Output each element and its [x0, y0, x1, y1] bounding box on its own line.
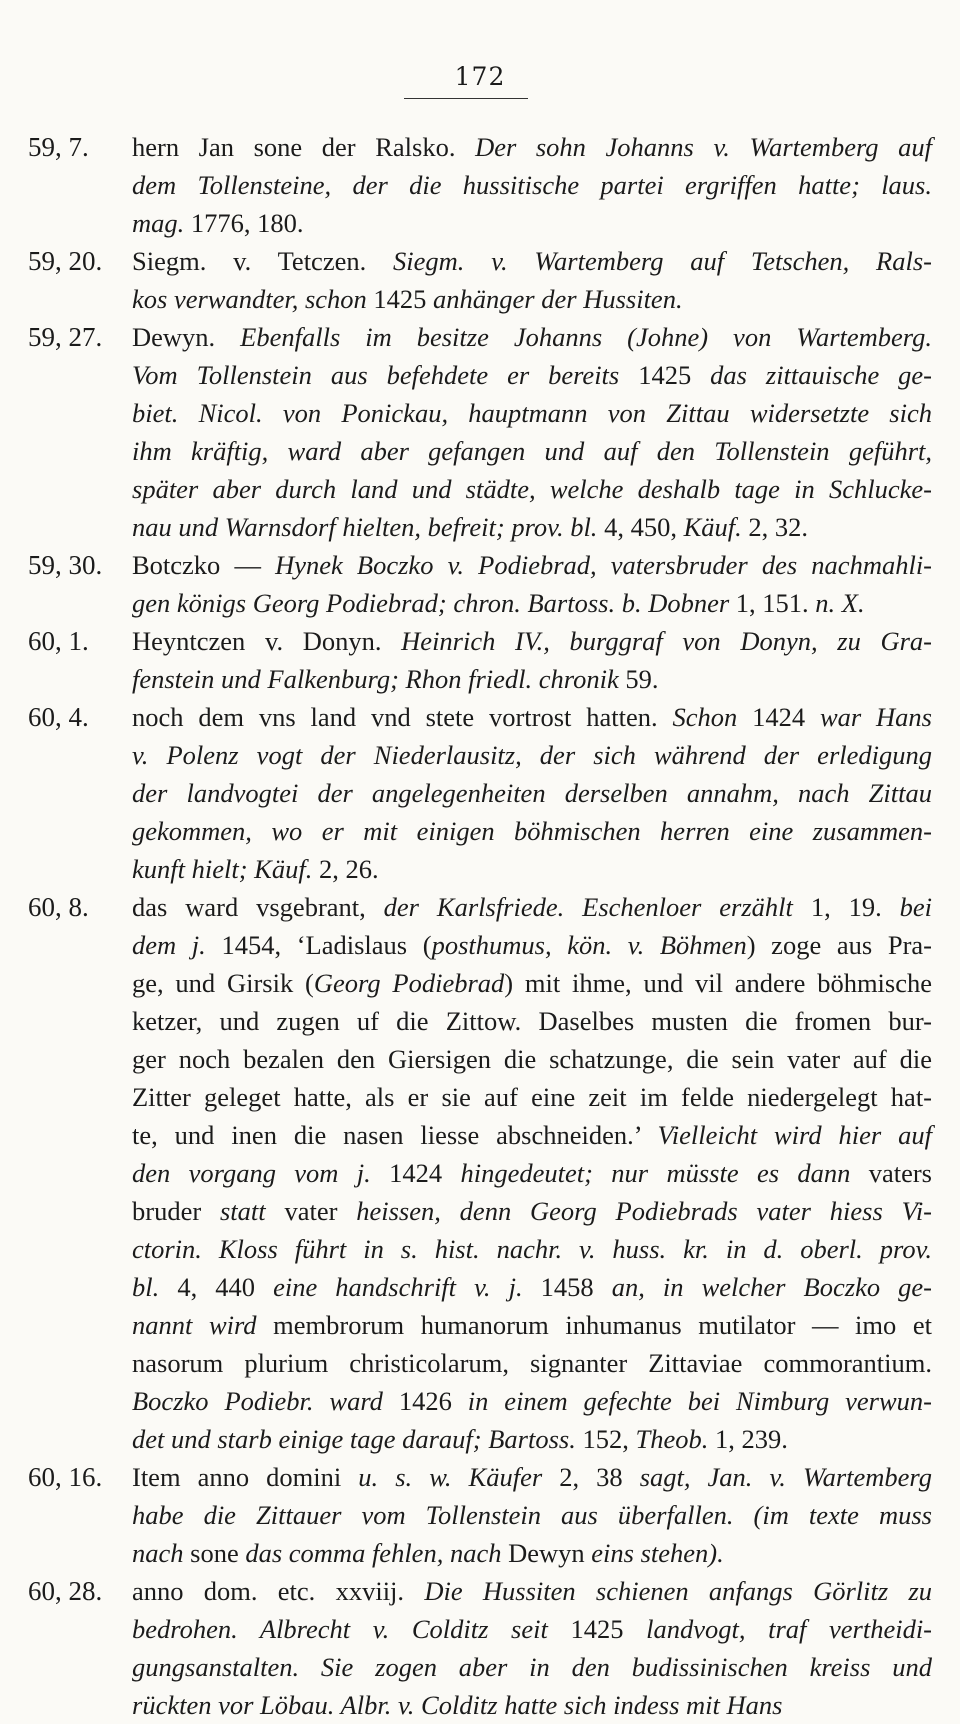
roman-run: 1776, 180. [184, 208, 304, 238]
roman-run: 1458 [522, 1272, 612, 1302]
italic-run: eins stehen). [591, 1538, 724, 1568]
roman-run: Item anno domini [132, 1462, 359, 1492]
roman-run: 1424 [737, 702, 820, 732]
italic-run: Theob. [635, 1424, 709, 1454]
italic-run: hingedeutet; nur müsste es dann [460, 1158, 851, 1188]
note-reference: 59, 27. [28, 322, 103, 352]
note-line [132, 546, 932, 584]
roman-run: das ward vsgebrant, [132, 892, 384, 922]
roman-run: 1425 [547, 1614, 647, 1644]
italic-run: Die Hussiten schienen anfangs Görlitz zu [424, 1576, 933, 1606]
note-line [132, 964, 932, 1002]
note-line [132, 1002, 932, 1040]
note-line [132, 1534, 932, 1572]
note-line [132, 1382, 932, 1420]
italic-run: Boczko Podiebr. ward [132, 1386, 383, 1416]
note-line [132, 1306, 932, 1344]
italic-run: Heinrich IV., burggraf von Donyn, zu Gra- [401, 626, 932, 656]
italic-run: das zittauische ge- [691, 360, 933, 390]
italic-run: biet. Nicol. von Ponickau, hauptmann von Zittau widersetzte sich [132, 398, 932, 428]
page-number: 172 [454, 62, 506, 91]
note-entry [0, 128, 960, 242]
note-line [132, 888, 932, 926]
note-line [132, 850, 932, 888]
italic-run: v. Polenz vogt der Niederlausitz, der sich während der erledigung [132, 740, 932, 770]
roman-run: vater [265, 1196, 357, 1226]
note-entry [0, 698, 960, 888]
italic-run: dem Tollensteine, der die hussitische partei ergriffen hatte; laus. [132, 170, 932, 200]
note-line [132, 926, 932, 964]
italic-run: n. X. [815, 588, 865, 618]
italic-run: anhänger der Hussiten. [426, 284, 683, 314]
note-reference: 59, 7. [28, 132, 89, 162]
roman-run: 1426 [382, 1386, 468, 1416]
note-line [132, 1116, 932, 1154]
italic-run: rückten vor Löbau. Albr. v. Colditz hatte sich indess mit Hans [132, 1690, 783, 1720]
roman-run: Dewyn. [132, 322, 241, 352]
note-line [132, 1686, 932, 1724]
roman-run: 1424 [370, 1158, 461, 1188]
italic-run: Vom Tollenstein aus befehdete er bereits [132, 360, 639, 390]
italic-run: Vielleicht wird hier auf [657, 1120, 932, 1150]
roman-run: 1, 151. [729, 588, 816, 618]
note-line [132, 1610, 932, 1648]
italic-run: Siegm. v. Wartemberg auf Tetschen, Rals- [393, 246, 932, 276]
roman-run: 1425 [373, 284, 427, 314]
italic-run: bl. [132, 1272, 160, 1302]
italic-run: landvogt, traf vertheidi- [646, 1614, 933, 1644]
note-entry [0, 888, 960, 1458]
italic-run: das comma fehlen, nach [245, 1538, 502, 1568]
note-line [132, 660, 932, 698]
notes-list [0, 128, 960, 1724]
note-reference: 59, 30. [28, 550, 103, 580]
note-entry [0, 242, 960, 318]
note-line [132, 1040, 932, 1078]
note-line [132, 318, 932, 356]
italic-run: nach [132, 1538, 184, 1568]
italic-run: heissen, denn Georg Podiebrads vater hiess Vi- [356, 1196, 933, 1226]
note-line [132, 698, 932, 736]
italic-run: sagt, Jan. v. Wartemberg [639, 1462, 932, 1492]
italic-run: habe die Zittauer vom Tollenstein aus überfallen. (im texte muss [132, 1500, 932, 1530]
roman-run: 1, 19. [792, 892, 900, 922]
roman-run: ge, und Girsik ( [132, 968, 314, 998]
note-line [132, 508, 932, 546]
italic-run: gekommen, wo er mit einigen böhmischen herren eine zusammen- [132, 816, 932, 846]
roman-run: Siegm. v. Tetczen. [132, 246, 394, 276]
italic-run: u. s. w. Käufer [358, 1462, 543, 1492]
note-line [132, 1078, 932, 1116]
italic-run: det und starb einige tage darauf; Bartoss. [132, 1424, 576, 1454]
note-reference: 60, 1. [28, 626, 89, 656]
italic-run: kos verwandter, schon [132, 284, 374, 314]
roman-run: vaters [850, 1158, 932, 1188]
italic-run: ctorin. Kloss führt in s. hist. nachr. v. huss. kr. in d. oberl. prov. [132, 1234, 932, 1264]
note-reference: 60, 4. [28, 702, 89, 732]
italic-run: statt [219, 1196, 266, 1226]
italic-run: nannt wird [132, 1310, 257, 1340]
note-line [132, 1572, 932, 1610]
italic-run: der landvogtei der angelegenheiten derselben annahm, nach Zittau [132, 778, 932, 808]
italic-run: den vorgang vom j. [132, 1158, 371, 1188]
roman-run: ketzer, und zugen uf die Zittow. Daselbes musten die fromen bur- [132, 1006, 932, 1036]
note-line [132, 1648, 932, 1686]
roman-run: Botczko — [132, 550, 276, 580]
note-line [132, 432, 932, 470]
italic-run: war Hans [819, 702, 932, 732]
note-line [132, 1344, 932, 1382]
note-entry [0, 622, 960, 698]
italic-run: posthumus, kön. v. Böhmen [431, 930, 747, 960]
italic-run: eine handschrift v. j. [273, 1272, 523, 1302]
note-line [132, 1496, 932, 1534]
roman-run: 59. [618, 664, 659, 694]
roman-run: noch dem vns land vnd stete vortrost hatten. [132, 702, 673, 732]
italic-run: Der sohn Johanns v. Wartemberg auf [475, 132, 932, 162]
roman-run: ger noch bezalen den Giersigen die schatzunge, die sein vater auf die [132, 1044, 932, 1074]
roman-run: hern Jan sone der Ralsko. [132, 132, 476, 162]
roman-run: Dewyn [501, 1538, 592, 1568]
note-line [132, 128, 932, 166]
roman-run: nasorum plurium christicolarum, signanter Zittaviae commorantium. [132, 1348, 932, 1378]
roman-run: 2, 32. [741, 512, 808, 542]
italic-run: in einem gefechte bei Nimburg verwun- [467, 1386, 932, 1416]
italic-run: fenstein und Falkenburg; Rhon friedl. chronik [132, 664, 619, 694]
roman-run: 2, 38 [542, 1462, 640, 1492]
note-reference: 59, 20. [28, 246, 103, 276]
italic-run: dem j. [132, 930, 206, 960]
italic-run: später aber durch land und städte, welche deshalb tage in Schlucke- [132, 474, 932, 504]
note-line [132, 1230, 932, 1268]
italic-run: mag. [132, 208, 185, 238]
roman-run: ) mit ihme, und vil andere böhmische [504, 968, 933, 998]
italic-run: Hynek Boczko v. Podiebrad, vatersbruder des nachmahli- [275, 550, 933, 580]
note-line [132, 280, 932, 318]
roman-run: Heyntczen v. Donyn. [132, 626, 402, 656]
note-entry [0, 318, 960, 546]
roman-run: ) zoge aus Pra- [746, 930, 932, 960]
note-line [132, 356, 932, 394]
italic-run: bei [899, 892, 933, 922]
note-entry [0, 546, 960, 622]
note-line [132, 774, 932, 812]
note-line [132, 1268, 932, 1306]
header-rule [404, 98, 528, 99]
note-line [132, 204, 932, 242]
note-reference: 60, 16. [28, 1462, 103, 1492]
italic-run: nau und Warnsdorf hielten, befreit; prov. bl. [132, 512, 598, 542]
note-line [132, 1154, 932, 1192]
note-line [132, 812, 932, 850]
italic-run: bedrohen. Albrecht v. Colditz seit [132, 1614, 548, 1644]
note-line [132, 584, 932, 622]
note-line [132, 1458, 932, 1496]
roman-run: 1, 239. [708, 1424, 788, 1454]
italic-run: an, in welcher Boczko ge- [611, 1272, 932, 1302]
italic-run: gen königs Georg Podiebrad; chron. Bartoss. b. Dobner [132, 588, 730, 618]
note-line [132, 1420, 932, 1458]
italic-run: Käuf. [683, 512, 742, 542]
note-entry [0, 1572, 960, 1724]
italic-run: Ebenfalls im besitze Johanns (Johne) von Wartemberg. [240, 322, 932, 352]
roman-run: 1425 [638, 360, 692, 390]
roman-run: Zitter geleget hatte, als er sie auf eine zeit im felde niedergelegt hat- [132, 1082, 932, 1112]
roman-run: bruder [132, 1196, 220, 1226]
roman-run: 152, [575, 1424, 636, 1454]
note-reference: 60, 28. [28, 1576, 103, 1606]
italic-run: Schon [672, 702, 738, 732]
note-line [132, 1192, 932, 1230]
italic-run: gungsanstalten. Sie zogen aber in den budissinischen kreiss und [132, 1652, 932, 1682]
roman-run: membrorum humanorum inhumanus mutilator — imo et [256, 1310, 932, 1340]
italic-run: Georg Podiebrad [313, 968, 505, 998]
roman-run: 2, 26. [312, 854, 379, 884]
italic-run: der Karlsfriede. Eschenloer erzählt [383, 892, 793, 922]
roman-run: sone [183, 1538, 246, 1568]
roman-run: 1454, ‘Ladislaus ( [205, 930, 432, 960]
note-line [132, 166, 932, 204]
note-line [132, 242, 932, 280]
note-line [132, 736, 932, 774]
note-line [132, 622, 932, 660]
roman-run: 4, 440 [159, 1272, 274, 1302]
roman-run: anno dom. etc. xxviij. [132, 1576, 425, 1606]
note-reference: 60, 8. [28, 892, 89, 922]
roman-run: 4, 450, [597, 512, 684, 542]
note-line [132, 394, 932, 432]
roman-run: te, und inen die nasen liesse abschneiden.’ [132, 1120, 658, 1150]
note-entry [0, 1458, 960, 1572]
note-line [132, 470, 932, 508]
italic-run: ihm kräftig, ward aber gefangen und auf den Tollenstein geführt, [132, 436, 932, 466]
italic-run: kunft hielt; Käuf. [132, 854, 313, 884]
